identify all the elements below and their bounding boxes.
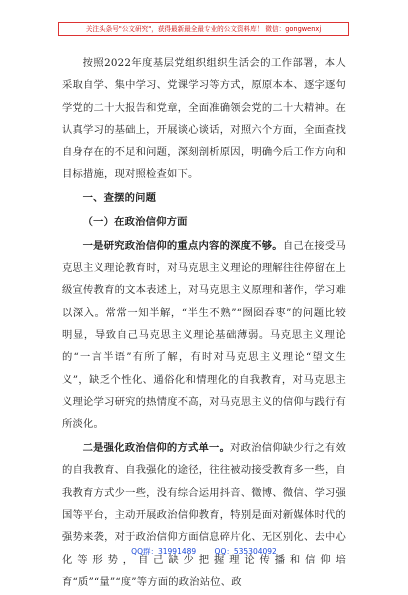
intro-paragraph: 按照2022年度基层党组织组织生活会的工作部署，本人采取自学、集中学习、党课学习等方式，原原本本、逐字逐句学党的二十大报告和党章，全面准确领会党的二十大精神。在认真学习的基础上，开展谈心谈话，对照六个方面，全面查找自身存在的不足和问题，深刻剖析原因，明确今后工作方向和目标措施，现对照检查如下。 <box>62 57 346 181</box>
header-banner: 关注头条号"公文研究"，获得最新最全最专业的公文资料库！ 微信：gongwenxj <box>58 22 349 36</box>
paragraph-2 <box>62 437 346 593</box>
section-heading: 一、查摆的问题 <box>82 192 157 205</box>
paragraph-2-text: 对政治信仰缺少行之有效的自我教育、自我强化的途径，往往被动接受教育多一些，自我教育方式少一些，没有综合运用抖音、微博、微信、学习强国等平台，主动开展政治信仰教育，特别是面对新媒体时代的强势来袭，对于政治信仰方面信息碎片化、无区别化、去中心化等形势，自己缺少把握理论传播和信仰培育“质”“量”“度”等方面的政治站位、政 <box>62 442 346 588</box>
subsection-heading: （一）在政治信仰方面 <box>82 216 188 229</box>
paragraph-1 <box>62 235 346 436</box>
paragraph-1-text: 自己在接受马克思主义理论教育时，对马克思主义理论的理解往往停留在上级宣传教育的文本表述上，对马克思主义原理和著作，学习难以深入。常常一知半解，“半生不熟”“囫囵吞枣”的问题比较明显，导致自己马克思主义理论基础薄弱。马克思主义理论的“一言半语”有所了解，有时对马克思主义理论“望文生义”，缺乏个性化、通俗化和情理化的自我教育，对马克思主义理论学习研究的热情度不高，对马克思主义的信仰与践行有所淡化。 <box>62 239 346 431</box>
footer-qq-group: QQ群：31991489 <box>131 547 197 556</box>
footer-qq: QQ：535304092 <box>214 547 277 556</box>
paragraph-1-lead: 一是研究政治信仰的重点内容的深度不够。 <box>82 239 283 252</box>
page-footer <box>0 546 408 557</box>
paragraph-2-lead: 二是强化政治信仰的方式单一。 <box>82 442 231 455</box>
document-body <box>62 52 346 595</box>
